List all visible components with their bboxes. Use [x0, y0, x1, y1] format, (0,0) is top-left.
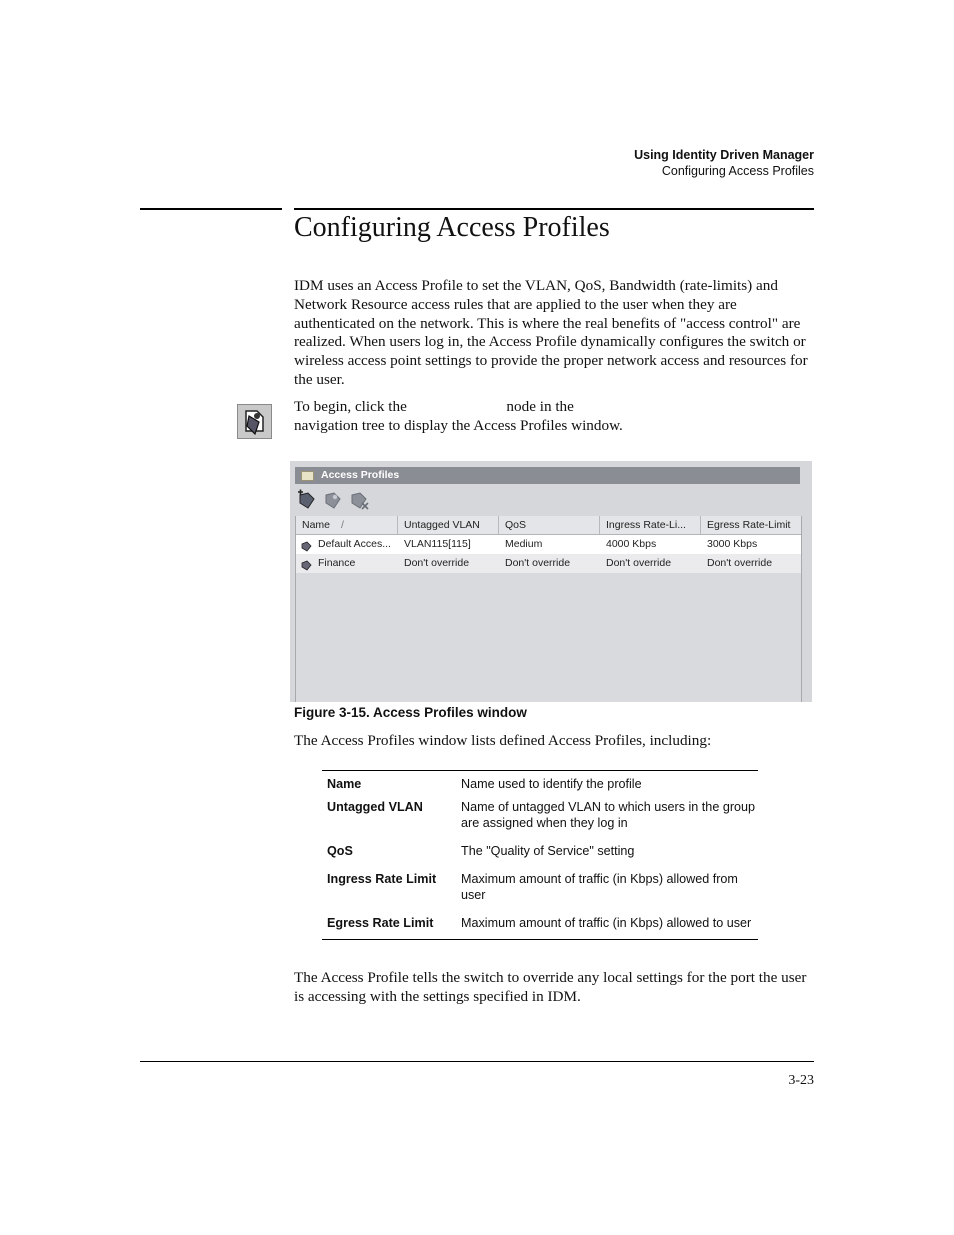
instruction-part-2: node in the [506, 398, 574, 415]
column-header-untagged-vlan[interactable]: Untagged VLAN [398, 516, 499, 534]
cell-ingress-rate-limit: 4000 Kbps [606, 538, 657, 550]
profile-icon [301, 539, 312, 550]
instruction-part-1: To begin, click the [294, 398, 407, 415]
column-header-egress-rate-limit[interactable]: Egress Rate-Limit [707, 519, 791, 531]
definition-term: Untagged VLAN [327, 800, 423, 814]
table-header [296, 516, 801, 535]
figure-caption: Figure 3-15. Access Profiles window [294, 705, 527, 720]
definition-description: Name of untagged VLAN to which users in the group are assigned when they log in [461, 800, 756, 830]
list-intro: The Access Profiles window lists defined Access Profiles, including: [294, 732, 712, 749]
cell-untagged-vlan: VLAN115[115] [404, 538, 471, 550]
access-profile-node-icon [237, 404, 272, 439]
definition-term: Name [327, 777, 362, 791]
cell-untagged-vlan: Don't override [404, 557, 470, 569]
definitions-table [322, 770, 758, 940]
column-header-ingress-rate-limit[interactable]: Ingress Rate-Li... [600, 516, 701, 534]
footer-rule [140, 1061, 814, 1062]
definition-description: Maximum amount of traffic (in Kbps) allowed to user [461, 916, 752, 930]
running-header-subtitle: Configuring Access Profiles [661, 164, 814, 178]
intro-paragraph: IDM uses an Access Profile to set the VLAN, QoS, Bandwidth (rate-limits) and Network Resource access rules that are applied to the user when they are authenticated on the network. This is where the real benefits of "access control" are realized. When users log in, the Access Profile dynamically configures the switch or wireless access point settings to provide the proper network access and resources for the user. [294, 277, 808, 388]
definition-description: Name used to identify the profile [461, 777, 642, 791]
definition-row [322, 799, 758, 843]
add-profile-icon[interactable] [296, 489, 318, 511]
definition-term: Egress Rate Limit [327, 916, 434, 930]
edit-profile-icon[interactable] [322, 489, 344, 511]
definition-row [322, 843, 758, 871]
profiles-table [295, 516, 802, 702]
cell-egress-rate-limit: Don't override [707, 557, 773, 569]
folder-icon [301, 471, 314, 481]
closing-paragraph: The Access Profile tells the switch to override any local settings for the port the user is accessing with the settings specified in IDM. [294, 969, 807, 1005]
window-toolbar [296, 489, 386, 511]
table-row[interactable] [296, 554, 801, 573]
definition-row [322, 871, 758, 915]
cell-ingress-rate-limit: Don't override [606, 557, 672, 569]
page-title: Configuring Access Profiles [294, 212, 610, 243]
definition-row [322, 915, 758, 939]
definition-description: Maximum amount of traffic (in Kbps) allowed from user [461, 872, 738, 902]
definition-term: Ingress Rate Limit [327, 872, 437, 886]
definition-row [322, 771, 758, 799]
cell-qos: Medium [505, 538, 543, 550]
sort-indicator-icon: / [340, 519, 344, 531]
column-header-qos[interactable]: QoS [499, 516, 600, 534]
page-number: 3-23 [788, 1073, 814, 1088]
window-title-bar [295, 467, 800, 484]
table-row[interactable] [296, 535, 801, 554]
instruction-line-1 [294, 398, 814, 417]
cell-name: Default Acces... [318, 538, 391, 550]
definition-description: The "Quality of Service" setting [461, 844, 635, 858]
access-profiles-window [290, 461, 812, 702]
cell-qos: Don't override [505, 557, 571, 569]
window-title: Access Profiles [321, 469, 400, 481]
delete-profile-icon[interactable] [348, 489, 370, 511]
profile-icon [301, 558, 312, 569]
cell-name: Finance [318, 557, 356, 569]
instruction-line-2: navigation tree to display the Access Profiles window. [294, 417, 623, 434]
title-rule-right [294, 208, 814, 210]
running-header-title: Using Identity Driven Manager [634, 148, 814, 162]
title-rule-left [140, 208, 282, 210]
definition-term: QoS [327, 844, 353, 858]
column-header-name[interactable]: Name / [296, 516, 398, 534]
cell-egress-rate-limit: 3000 Kbps [707, 538, 758, 550]
